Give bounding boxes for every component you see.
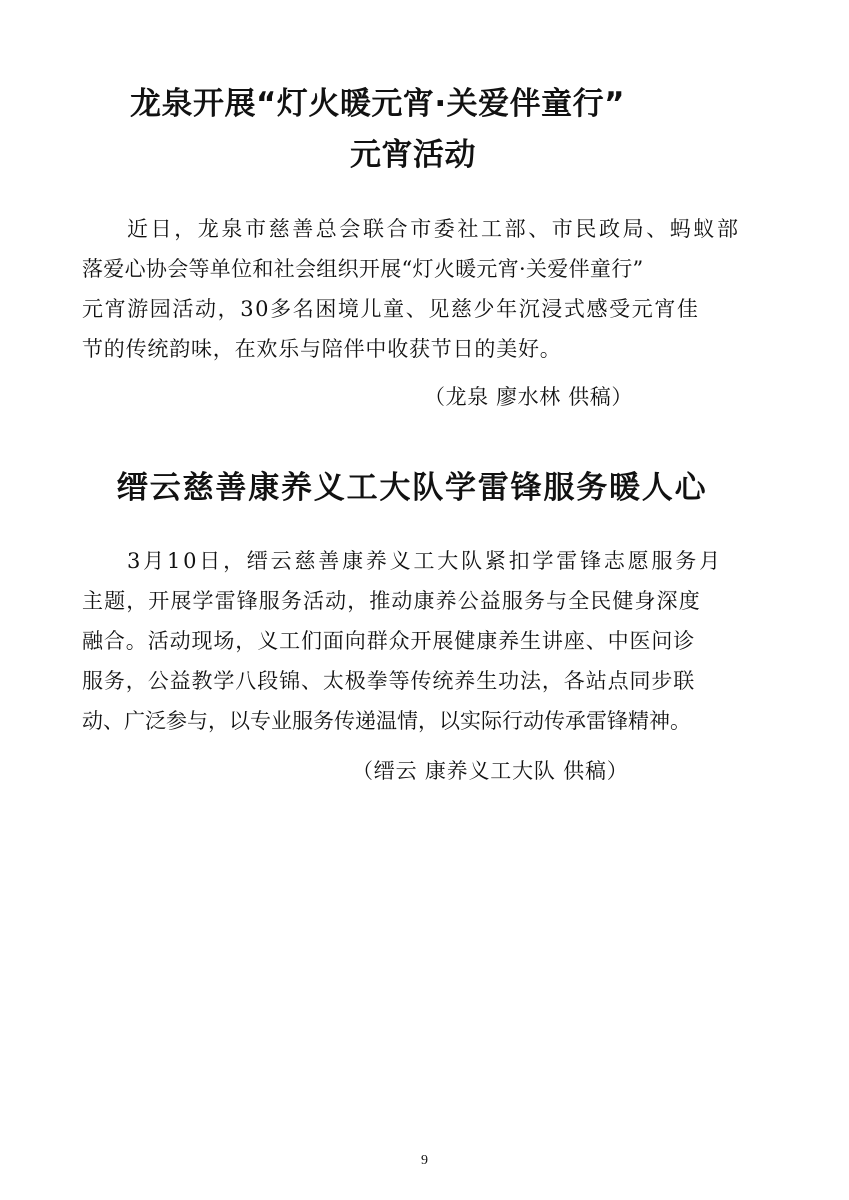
body-line-5: 动、广泛参与，以专业服务传递温情，以实际行动传承雷锋精神。 (82, 709, 691, 733)
body-line-3: 融合。活动现场，义工们面向群众开展健康养生讲座、中医问诊 (82, 629, 696, 653)
article-title-line-2: 元宵活动 (350, 137, 476, 173)
page-number: 9 (421, 1153, 428, 1168)
body-line-4: 节的传统韵味，在欢乐与陪伴中收获节日的美好。 (82, 337, 562, 361)
article-credit: （缙云 康养义工大队 供稿） (352, 759, 629, 783)
body-line-4: 服务，公益教学八段锦、太极拳等传统养生功法，各站点同步联 (82, 669, 696, 693)
body-line-1: 近日，龙泉市慈善总会联合市委社工部、市民政局、蚂蚁部 (127, 217, 741, 241)
body-line-1: 3月10日，缙云慈善康养义工大队紧扣学雷锋志愿服务月 (127, 549, 723, 573)
body-line-3: 元宵游园活动，30多名困境儿童、见慈少年沉浸式感受元宵佳 (82, 297, 700, 321)
article-credit: （龙泉 廖水林 供稿） (424, 385, 633, 409)
article-title-line-1: 缙云慈善康养义工大队学雷锋服务暖人心 (117, 470, 708, 506)
body-line-2: 主题，开展学雷锋服务活动，推动康养公益服务与全民健身深度 (82, 589, 701, 613)
article-title-line-1: 龙泉开展“灯火暖元宵·关爱伴童行” (130, 86, 626, 122)
body-line-2: 落爱心协会等单位和社会组织开展“灯火暖元宵·关爱伴童行” (82, 257, 644, 281)
